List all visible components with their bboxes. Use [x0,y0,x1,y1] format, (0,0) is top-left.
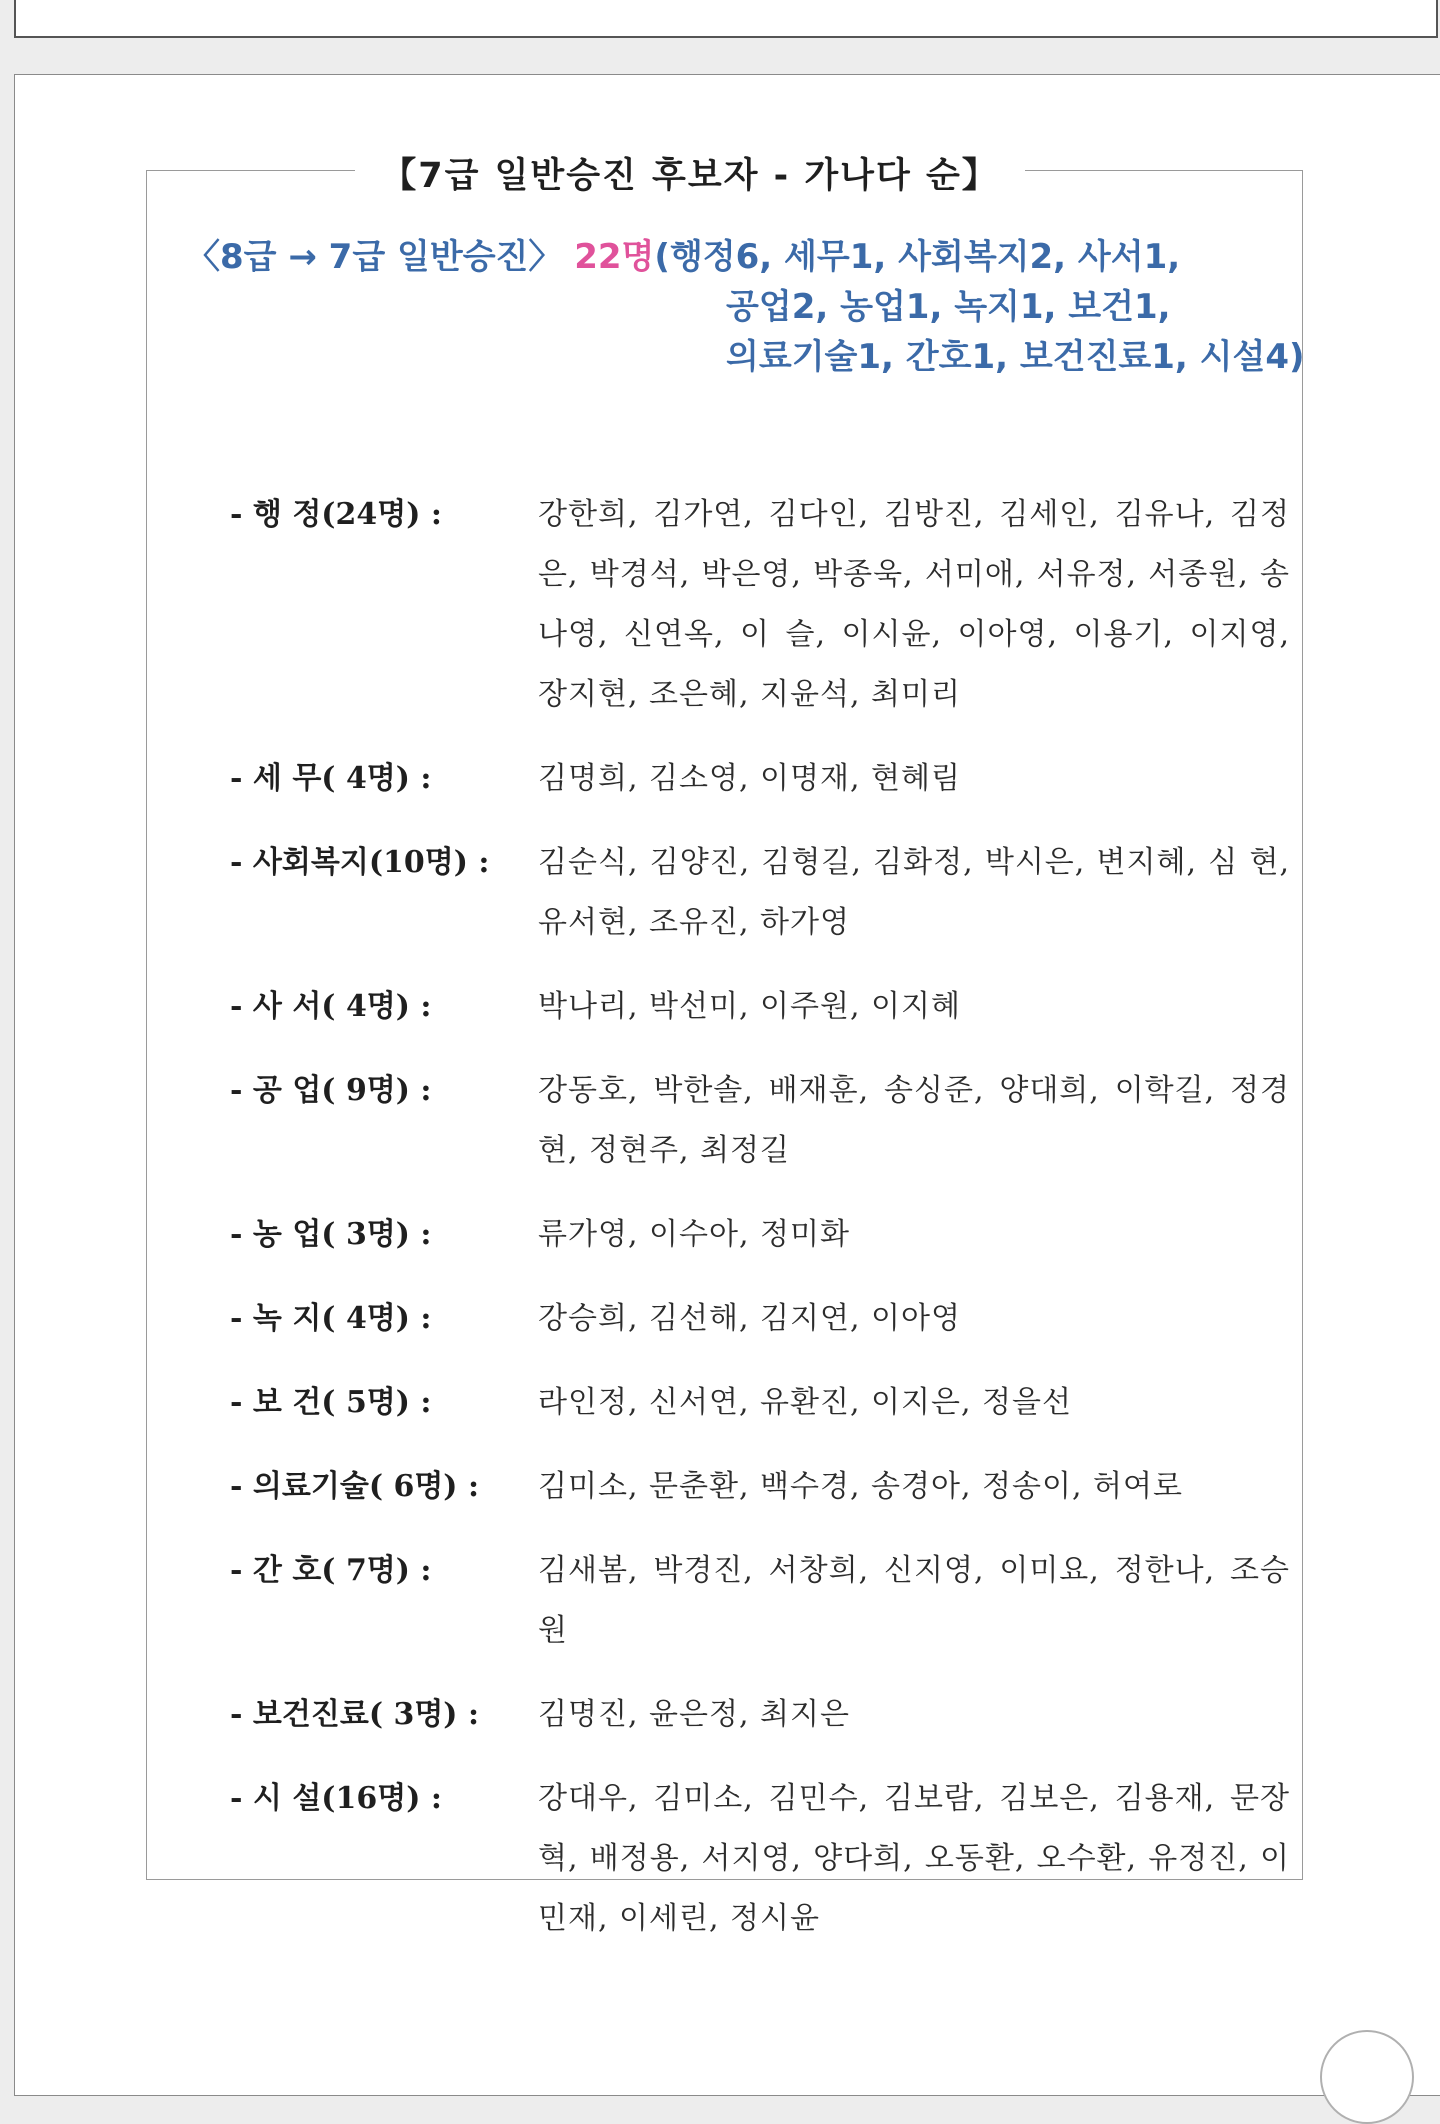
group-label: - 보 건( 5명) : [230,1385,432,1420]
group-names: 강대우, 김미소, 김민수, 김보람, 김보은, 김용재, 문장혁, 배정용, 서지영, 양다희, 오동환, 오수환, 유정진, 이민재, 이세린, 정시윤 [538,1781,1290,1936]
group-names: 김미소, 문춘환, 백수경, 송경아, 정송이, 허여로 [538,1469,1184,1504]
group-label: - 의료기술( 6명) : [230,1469,480,1504]
page-title [230,148,1150,198]
group-names: 김명희, 김소영, 이명재, 현혜림 [538,761,961,796]
group-label: - 농 업( 3명) : [230,1217,432,1252]
group-label: - 세 무( 4명) : [230,761,432,796]
group-greenery [230,1289,1290,1349]
group-names: 강동호, 박한솔, 배재훈, 송싱준, 양대희, 이학길, 정경현, 정현주, 최정길 [538,1073,1290,1168]
group-names: 박나리, 박선미, 이주원, 이지혜 [538,989,961,1024]
group-label: - 사 서( 4명) : [230,989,432,1024]
group-label: - 사회복지(10명) : [230,845,490,880]
group-names: 김새봄, 박경진, 서창희, 신지영, 이미요, 정한나, 조승원 [538,1553,1290,1648]
promotion-summary [186,232,1305,382]
group-nursing [230,1541,1290,1661]
summary-count: 22명 [574,237,655,277]
group-label: - 행 정(24명) : [230,497,442,532]
group-names: 류가영, 이수아, 정미화 [538,1217,850,1252]
group-tax [230,749,1290,809]
group-names: 김명진, 윤은정, 최지은 [538,1697,850,1732]
summary-prefix: 〈8급 → 7급 일반승진〉 [186,237,563,277]
group-label: - 보건진료( 3명) : [230,1697,480,1732]
group-label: - 간 호( 7명) : [230,1553,432,1588]
group-admin [230,485,1290,725]
summary-breakdown-1: (행정6, 세무1, 사회복지2, 사서1, [654,237,1181,277]
group-names: 김순식, 김양진, 김형길, 김화정, 박시은, 변지혜, 심 현, 유서현, 조유진, 하가영 [538,845,1290,940]
group-librarian [230,977,1290,1037]
summary-line-1 [186,232,1286,282]
group-agriculture [230,1205,1290,1265]
group-health [230,1373,1290,1433]
group-label: - 공 업( 9명) : [230,1073,432,1108]
group-medical-tech [230,1457,1290,1517]
scroll-indicator[interactable] [1320,2030,1414,2124]
group-facilities [230,1769,1290,1949]
candidate-groups [230,485,1290,1973]
group-names: 라인정, 신서연, 유환진, 이지은, 정을선 [538,1385,1072,1420]
summary-breakdown-2: 공업2, 농업1, 녹지1, 보건1, [726,287,1171,327]
group-names: 강한희, 김가연, 김다인, 김방진, 김세인, 김유나, 김정은, 박경석, 박은영, 박종욱, 서미애, 서유정, 서종원, 송나영, 신연옥, 이 슬, 이시윤, 이아영, 이용기, 이지영, 장지현, 조은혜, 지윤석, 최미리 [538,497,1290,712]
summary-breakdown-3: 의료기술1, 간호1, 보건진료1, 시설4) [726,337,1305,377]
group-industrial [230,1061,1290,1181]
group-label: - 시 설(16명) : [230,1781,442,1816]
previous-page-edge [14,0,1438,38]
group-social-welfare [230,833,1290,953]
page-title-text: 【7급 일반승진 후보자 - 가나다 순】 [355,156,1025,196]
group-health-clinic [230,1685,1290,1745]
group-label: - 녹 지( 4명) : [230,1301,432,1336]
group-names: 강승희, 김선해, 김지연, 이아영 [538,1301,961,1336]
